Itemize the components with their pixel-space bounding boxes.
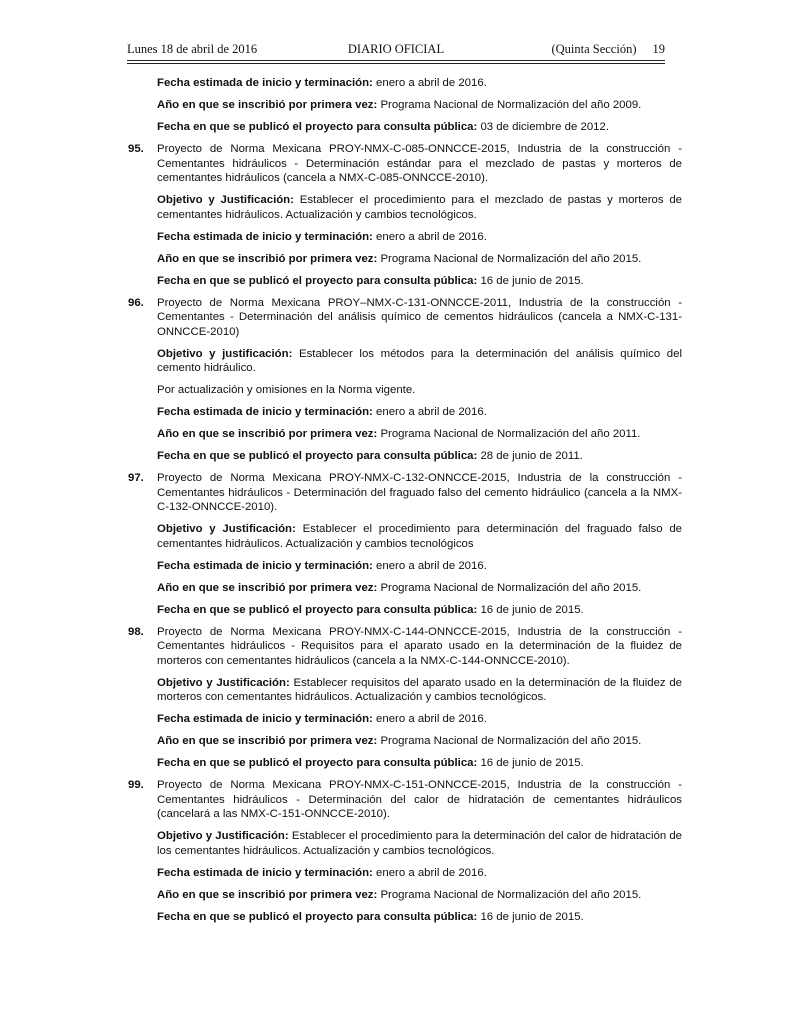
estimated-dates-label: Fecha estimada de inicio y terminación: <box>157 713 373 725</box>
first-registered-value: Programa Nacional de Normalización del año 2011. <box>380 428 641 440</box>
item-title: Proyecto de Norma Mexicana PROY-NMX-C-085-ONNCCE-2015, Industria de la construcción - Cementantes hidráulicos - Determinación estándar para el mezclado de pastas y morteros de cementantes hidráulicos (cancela a NMX-C-085-ONNCCE-2010). <box>157 143 682 184</box>
estimated-dates-label: Fecha estimada de inicio y terminación: <box>157 866 373 879</box>
published-label: Fecha en que se publicó el proyecto para consulta pública: <box>157 910 478 923</box>
item-number: 96. <box>128 296 144 309</box>
list-item-97 <box>128 471 682 515</box>
list-item-98 <box>128 625 682 669</box>
objective-line <box>157 676 682 705</box>
header-row <box>127 42 665 59</box>
estimated-dates-line <box>157 866 682 881</box>
published-value: 16 de junio de 2015. <box>480 757 584 769</box>
estimated-dates-label: Fecha estimada de inicio y terminación: <box>157 559 373 572</box>
objective-line <box>157 193 682 222</box>
objective-value: Establecer requisitos del aparato usado en la determinación de la fluidez de morteros con cementantes hidráulicos. Actualización y cambios tecnológicos. <box>157 676 682 703</box>
objective-label: Objetivo y Justificación: <box>157 676 290 689</box>
document-body <box>128 76 682 932</box>
first-registered-value: Programa Nacional de Normalización del año 2015. <box>380 252 642 265</box>
estimated-dates-line <box>157 405 682 420</box>
objective-label: Objetivo y justificación: <box>157 347 293 360</box>
estimated-dates-line <box>157 230 682 245</box>
published-value: 16 de junio de 2015. <box>480 910 584 923</box>
header-section-label: (Quinta Sección) <box>551 42 637 56</box>
first-registered-label: Año en que se inscribió por primera vez: <box>157 252 378 265</box>
estimated-dates-label: Fecha estimada de inicio y terminación: <box>157 77 373 89</box>
estimated-dates-value: enero a abril de 2016. <box>376 866 487 879</box>
list-item-95 <box>128 142 682 186</box>
item-number: 95. <box>128 143 144 155</box>
first-registered-line <box>157 252 682 267</box>
header-date: Lunes 18 de abril de 2016 <box>127 42 258 56</box>
objective-line <box>157 829 682 858</box>
objective-label: Objetivo y Justificación: <box>157 830 289 842</box>
first-registered-line <box>157 581 682 596</box>
header-section <box>551 42 665 57</box>
published-value: 03 de diciembre de 2012. <box>480 121 610 133</box>
page-header <box>127 42 665 59</box>
published-label: Fecha en que se publicó el proyecto para consulta pública: <box>157 757 478 769</box>
estimated-dates-value: enero a abril de 2016. <box>376 406 487 418</box>
estimated-dates-line <box>157 76 682 91</box>
estimated-dates-value: enero a abril de 2016. <box>376 230 487 243</box>
list-item-99 <box>128 778 682 822</box>
estimated-dates-value: enero a abril de 2016. <box>376 77 487 89</box>
list-item-96 <box>128 296 682 340</box>
first-registered-value: Programa Nacional de Normalización del año 2015. <box>380 888 642 901</box>
objective-label: Objetivo y Justificación: <box>157 194 294 206</box>
item-title: Proyecto de Norma Mexicana PROY–NMX-C-131-ONNCCE-2011, Industria de la construcción - Cementantes - Determinación del análisis químico de cementos hidráulicos (cancela a NMX-C-131-ONNCCE-2010) <box>157 296 682 338</box>
first-registered-line <box>157 888 682 903</box>
first-registered-line <box>157 427 682 442</box>
objective-line <box>157 347 682 376</box>
published-label: Fecha en que se publicó el proyecto para consulta pública: <box>157 274 478 287</box>
first-registered-label: Año en que se inscribió por primera vez: <box>157 581 378 594</box>
published-value: 28 de junio de 2011. <box>480 450 583 462</box>
published-line <box>157 910 682 925</box>
estimated-dates-value: enero a abril de 2016. <box>376 713 487 725</box>
item-number: 97. <box>128 472 144 484</box>
estimated-dates-value: enero a abril de 2016. <box>376 559 487 572</box>
header-title: DIARIO OFICIAL <box>347 42 445 56</box>
objective-label: Objetivo y Justificación: <box>157 523 296 535</box>
first-registered-value: Programa Nacional de Normalización del año 2015. <box>380 581 642 594</box>
objective-value: Establecer el procedimiento para determinación del fraguado falso de cementantes hidráulicos. Actualización y cambios tecnológicos <box>157 523 683 550</box>
objective-value: Establecer el procedimiento para el mezclado de pastas y morteros de cementantes hidráulicos. Actualización y cambios tecnológicos. <box>157 194 683 221</box>
published-value: 16 de junio de 2015. <box>480 603 584 616</box>
published-line <box>157 603 682 618</box>
objective-value: Establecer el procedimiento para la determinación del calor de hidratación de los cementantes hidráulicos. Actualización y cambios tecnológicos. <box>157 830 683 857</box>
first-registered-line <box>157 734 682 749</box>
first-registered-label: Año en que se inscribió por primera vez: <box>157 428 378 440</box>
first-registered-label: Año en que se inscribió por primera vez: <box>157 888 378 901</box>
header-rule-bottom <box>127 63 665 64</box>
item-number: 99. <box>128 779 144 791</box>
objective-line <box>157 522 682 551</box>
objective-value: Establecer los métodos para la determinación del análisis químico del cemento hidráulico. <box>157 347 682 374</box>
published-value: 16 de junio de 2015. <box>480 274 584 287</box>
published-line <box>157 756 682 771</box>
published-line <box>157 274 682 289</box>
published-label: Fecha en que se publicó el proyecto para consulta pública: <box>157 603 478 616</box>
item-number: 98. <box>128 625 144 638</box>
note-line: Por actualización y omisiones en la Norma vigente. <box>157 384 416 396</box>
published-line <box>157 449 682 464</box>
published-label: Fecha en que se publicó el proyecto para consulta pública: <box>157 450 478 462</box>
first-registered-label: Año en que se inscribió por primera vez: <box>157 735 378 747</box>
estimated-dates-label: Fecha estimada de inicio y terminación: <box>157 406 373 418</box>
item-title: Proyecto de Norma Mexicana PROY-NMX-C-151-ONNCCE-2015, Industria de la construcción - Cementantes hidráulicos - Determinación del calor de hidratación de cementantes hidráulicos (cancelará a las NMX-C-151-ONNCCE-2010). <box>157 779 682 820</box>
first-registered-value: Programa Nacional de Normalización del año 2009. <box>380 99 642 111</box>
first-registered-value: Programa Nacional de Normalización del año 2015. <box>380 735 642 747</box>
published-line <box>157 120 682 135</box>
published-label: Fecha en que se publicó el proyecto para consulta pública: <box>157 121 478 133</box>
header-rule-top <box>127 60 665 61</box>
estimated-dates-line <box>157 559 682 574</box>
first-registered-line <box>157 98 682 113</box>
estimated-dates-label: Fecha estimada de inicio y terminación: <box>157 230 373 243</box>
header-page-number: 19 <box>652 42 665 56</box>
estimated-dates-line <box>157 712 682 727</box>
item-title: Proyecto de Norma Mexicana PROY-NMX-C-132-ONNCCE-2015, Industria de la construcción - Cementantes hidráulicos - Determinación del fraguado falso del cemento hidráulico (cancela a la NMX-C-132-ONNCCE-2010). <box>157 472 682 513</box>
item-title: Proyecto de Norma Mexicana PROY-NMX-C-144-ONNCCE-2015, Industria de la construcción - Cementantes hidráulicos - Requisitos para el aparato usado en la determinación de la fluidez de morteros con cementantes hidráulicos (cancela a la NMX-C-144-ONNCCE-2010). <box>157 625 682 667</box>
first-registered-label: Año en que se inscribió por primera vez: <box>157 99 378 111</box>
